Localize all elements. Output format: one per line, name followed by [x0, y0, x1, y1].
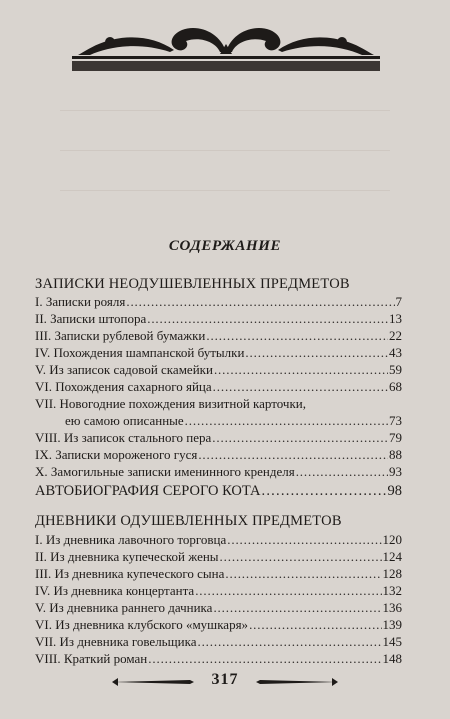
toc-entry-page: 22 — [389, 328, 402, 343]
toc-entry-page: 145 — [382, 634, 402, 649]
toc-entry-page: 7 — [395, 294, 402, 309]
page-title: СОДЕРЖАНИЕ — [168, 238, 282, 254]
toc-entry-label: III. Из дневника купеческого сына — [35, 566, 225, 581]
toc-entry-label: VIII. Краткий роман — [35, 651, 148, 666]
toc-entry-label: II. Из дневника купеческой жены — [35, 549, 219, 564]
toc-entry-page: 120 — [382, 532, 402, 547]
toc-entry-label: VII. Новогодние похождения визитной карточки, — [35, 396, 306, 411]
toc-entry-page: 79 — [389, 430, 402, 445]
section-heading: ДНЕВНИКИ ОДУШЕВЛЕННЫХ ПРЕДМЕТОВ — [35, 513, 342, 529]
toc-entry-label: II. Записки штопора — [35, 311, 147, 326]
toc-entry-page: 124 — [382, 549, 402, 564]
toc-entry[interactable] — [35, 462, 402, 481]
toc-entry-label: III. Записки рублевой бумажки — [35, 328, 206, 343]
toc-entry-label: V. Из дневника раннего дачника — [35, 600, 213, 615]
toc-entry-page: 93 — [389, 464, 402, 479]
toc-entry-page: 139 — [382, 617, 402, 632]
toc-entry-label: IX. Записки мороженого гуся — [35, 447, 198, 462]
toc-entry-label: VI. Из дневника клубского «мушкаря» — [35, 617, 249, 632]
toc-entry-label: VI. Похождения сахарного яйца — [35, 379, 212, 394]
toc-entry-label: I. Из дневника лавочного торговца — [35, 532, 227, 547]
toc-entry-label: X. Замогильные записки именинного кренделя — [35, 464, 295, 479]
toc-entry-page: 88 — [389, 447, 402, 462]
toc-entry-label: V. Из записок садовой скамейки — [35, 362, 213, 377]
toc-entry-page: 136 — [382, 600, 402, 615]
toc-entry-label: IV. Похождения шампанской бутылки — [35, 345, 245, 360]
toc-entry-page: 68 — [389, 379, 402, 394]
toc-entry-page: 98 — [387, 483, 402, 499]
dot-leader — [296, 462, 388, 481]
toc-entry-page: 132 — [382, 583, 402, 598]
toc-entry-label: VII. Из дневника говельщика — [35, 634, 197, 649]
toc-entry-page: 13 — [389, 311, 402, 326]
toc-entry-page: 59 — [389, 362, 402, 377]
show-through-line — [60, 150, 390, 151]
toc-entry-page: 148 — [382, 651, 402, 666]
toc-entry-page: 73 — [389, 413, 402, 428]
section-heading: АВТОБИОГРАФИЯ СЕРОГО КОТА — [35, 483, 261, 499]
flourish-ornament-icon — [70, 12, 382, 74]
toc-entry-label: VIII. Из записок стального пера — [35, 430, 212, 445]
toc-entry[interactable] — [35, 649, 402, 668]
toc-entry[interactable] — [35, 482, 402, 501]
show-through-line — [60, 190, 390, 191]
toc-entry-page: 128 — [382, 566, 402, 581]
toc-entry-page: 43 — [389, 345, 402, 360]
toc-entry-label: ею самою описанные — [65, 413, 184, 428]
dot-leader — [148, 649, 381, 668]
section-heading: ЗАПИСКИ НЕОДУШЕВЛЕННЫХ ПРЕДМЕТОВ — [35, 276, 350, 292]
page-number: 317 — [211, 671, 239, 688]
dot-leader — [261, 482, 386, 501]
toc-entry-label: I. Записки рояля — [35, 294, 126, 309]
show-through-line — [60, 110, 390, 111]
toc-entry-label: IV. Из дневника концертанта — [35, 583, 195, 598]
